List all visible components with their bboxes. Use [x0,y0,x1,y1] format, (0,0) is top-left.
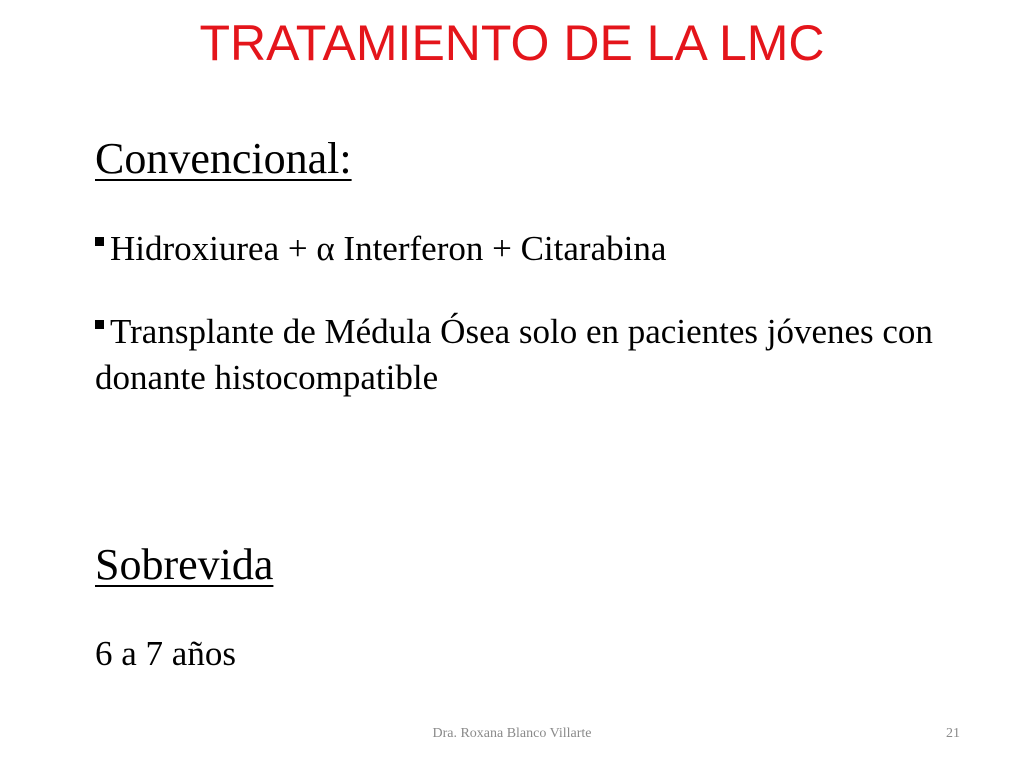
sobrevida-text: 6 a 7 años [95,634,236,673]
slide-title: TRATAMIENTO DE LA LMC [199,15,825,71]
bullet-item [95,309,995,401]
section-heading-convencional: Convencional: [95,134,352,183]
square-bullet-icon [95,237,104,246]
footer-author: Dra. Roxana Blanco Villarte [432,726,592,741]
square-bullet-icon [95,320,104,329]
section-heading-sobrevida: Sobrevida [95,540,274,589]
bullet-item [95,226,995,272]
slide-number: 21 [946,726,960,741]
bullet-text: Hidroxiurea + α Interferon + Citarabina [110,229,667,268]
bullet-text: Transplante de Médula Ósea solo en pacientes jóvenes con donante histocompatible [95,312,933,397]
